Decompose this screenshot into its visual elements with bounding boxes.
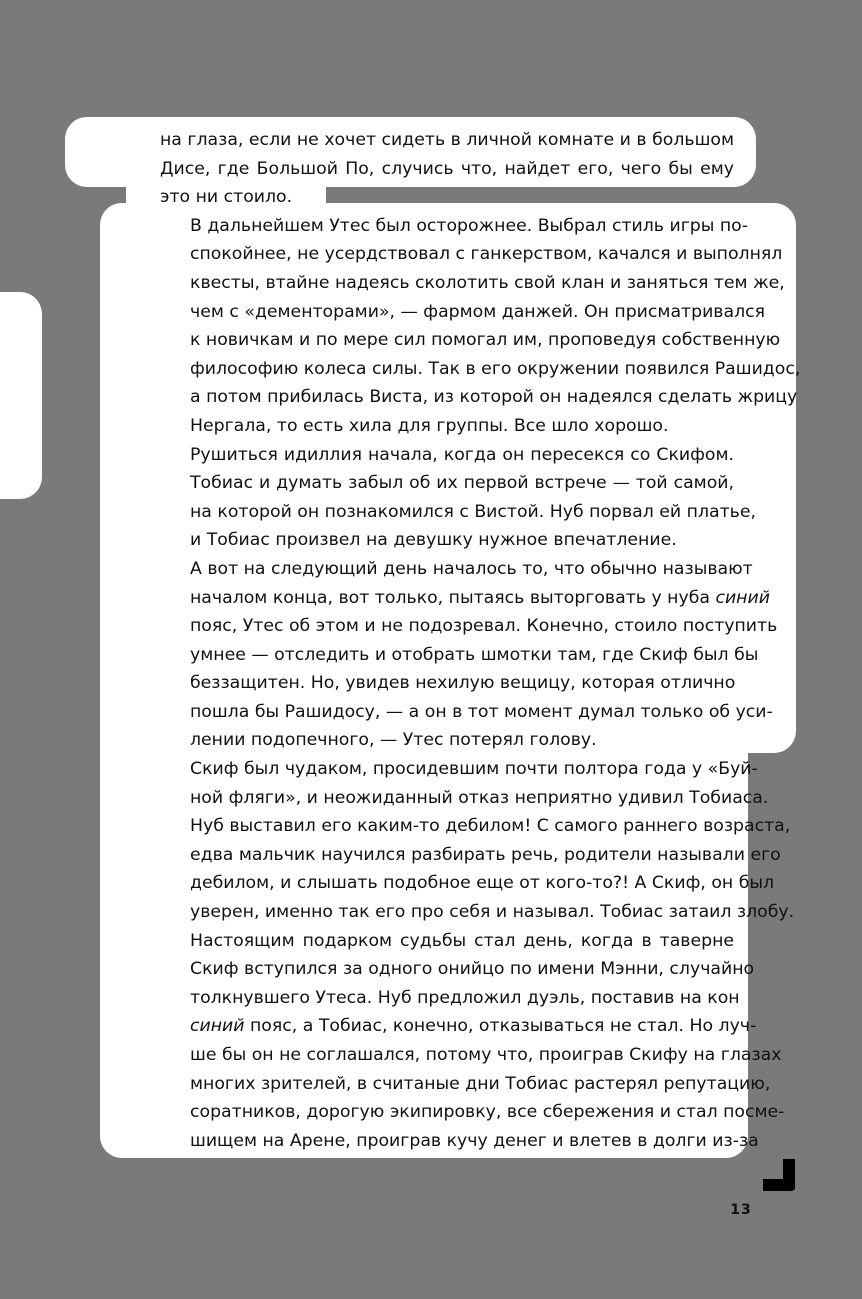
text-line: на глаза, если не хочет сидеть в личной комнате и в большом	[160, 130, 734, 150]
text-line: беззащитен. Но, увидев нехилую вещицу, которая отлично	[190, 673, 736, 694]
text-line: Нергала, то есть хила для группы. Все шло хорошо.	[190, 415, 669, 436]
text-line: чем с «дементорами», — фармом данжей. Он присматривался	[190, 301, 766, 322]
text-line: Нуб выставил его каким-то дебилом! С самого раннего возраста,	[190, 816, 791, 837]
text-line: многих зрителей, в считаные дни Тобиас растерял репутацию,	[190, 1073, 771, 1094]
page-number: 13	[730, 1202, 752, 1218]
text-line: квесты, втайне надеясь сколотить свой клан и заняться тем же,	[190, 272, 785, 293]
text-line: спокойнее, не усердствовал с ганкерством, качался и выполнял	[190, 244, 783, 265]
text-line: пошла бы Рашидосу, — а он в тот момент думал только об уси-	[190, 701, 773, 722]
text-line: пояс, Утес об этом и не подозревал. Конечно, стоило поступить	[190, 616, 778, 637]
text-line: шищем на Арене, проиграв кучу денег и влетев в долги из-за	[190, 1130, 759, 1151]
text-line: уверен, именно так его про себя и называл. Тобиас затаил злобу.	[190, 902, 795, 923]
body-text	[160, 126, 801, 1155]
text-line: и Тобиас произвел на девушку нужное впечатление.	[190, 530, 677, 551]
text-line: Дисе, где Большой По, случись что, найдет его, чего бы ему	[160, 158, 734, 179]
text-line: едва мальчик научился разбирать речь, родители называли его	[190, 844, 781, 865]
text-line: на которой он познакомился с Вистой. Нуб порвал ей платье,	[190, 501, 756, 522]
text-line: это ни стоило.	[160, 187, 293, 208]
text-line: ной фляги», и неожиданный отказ неприятно удивил Тобиаса.	[190, 787, 769, 808]
left-edge-tab-shape	[0, 292, 42, 499]
paragraph	[160, 755, 795, 927]
text-line: философию колеса силы. Так в его окружении появился Рашидос,	[190, 358, 801, 379]
text-line: толкнувшего Утеса. Нуб предложил дуэль, поставив на кон	[190, 987, 740, 1008]
paragraph	[160, 441, 756, 555]
text-line: лении подопечного, — Утес потерял голову.	[190, 730, 597, 751]
text-line: Рушиться идиллия начала, когда он пересекся со Скифом.	[190, 444, 734, 465]
text-line: Скиф был чудаком, просидевшим почти полтора года у «Буй-	[190, 759, 758, 780]
italic-term: синий	[190, 1016, 245, 1037]
paragraph	[160, 126, 734, 212]
italic-term: синий	[715, 587, 770, 608]
text-line: началом конца, вот только, пытаясь выторговать у нуба синий	[190, 587, 770, 608]
paragraph	[160, 212, 801, 441]
text-line: к новичкам и по мере сил помогал им, проповедуя собственную	[190, 330, 781, 351]
paragraph	[160, 927, 785, 1156]
corner-arrow-icon	[763, 1159, 795, 1191]
text-line: А вот на следующий день началось то, что обычно называют	[190, 558, 753, 579]
text-line: Тобиас и думать забыл об их первой встрече — той самой,	[190, 473, 734, 494]
text-line: умнее — отследить и отобрать шмотки там, где Скиф был бы	[190, 644, 759, 665]
text-line: Настоящим подарком судьбы стал день, когда в таверне	[190, 930, 734, 951]
text-line: Скиф вступился за одного онийцо по имени Мэнни, случайно	[190, 959, 755, 980]
text-line: В дальнейшем Утес был осторожнее. Выбрал стиль игры по-	[190, 215, 748, 236]
text-line: дебилом, и слышать подобное еще от кого-то?! А Скиф, он был	[190, 873, 775, 894]
text-line: синий пояс, а Тобиас, конечно, отказываться не стал. Но луч-	[190, 1016, 757, 1037]
text-line: ше бы он не соглашался, потому что, проиграв Скифу на глазах	[190, 1045, 782, 1065]
text-line: а потом прибилась Виста, из которой он надеялся сделать жрицу	[190, 387, 798, 408]
text-line: соратников, дорогую экипировку, все сбережения и стал посме-	[190, 1102, 785, 1123]
paragraph	[160, 555, 778, 755]
